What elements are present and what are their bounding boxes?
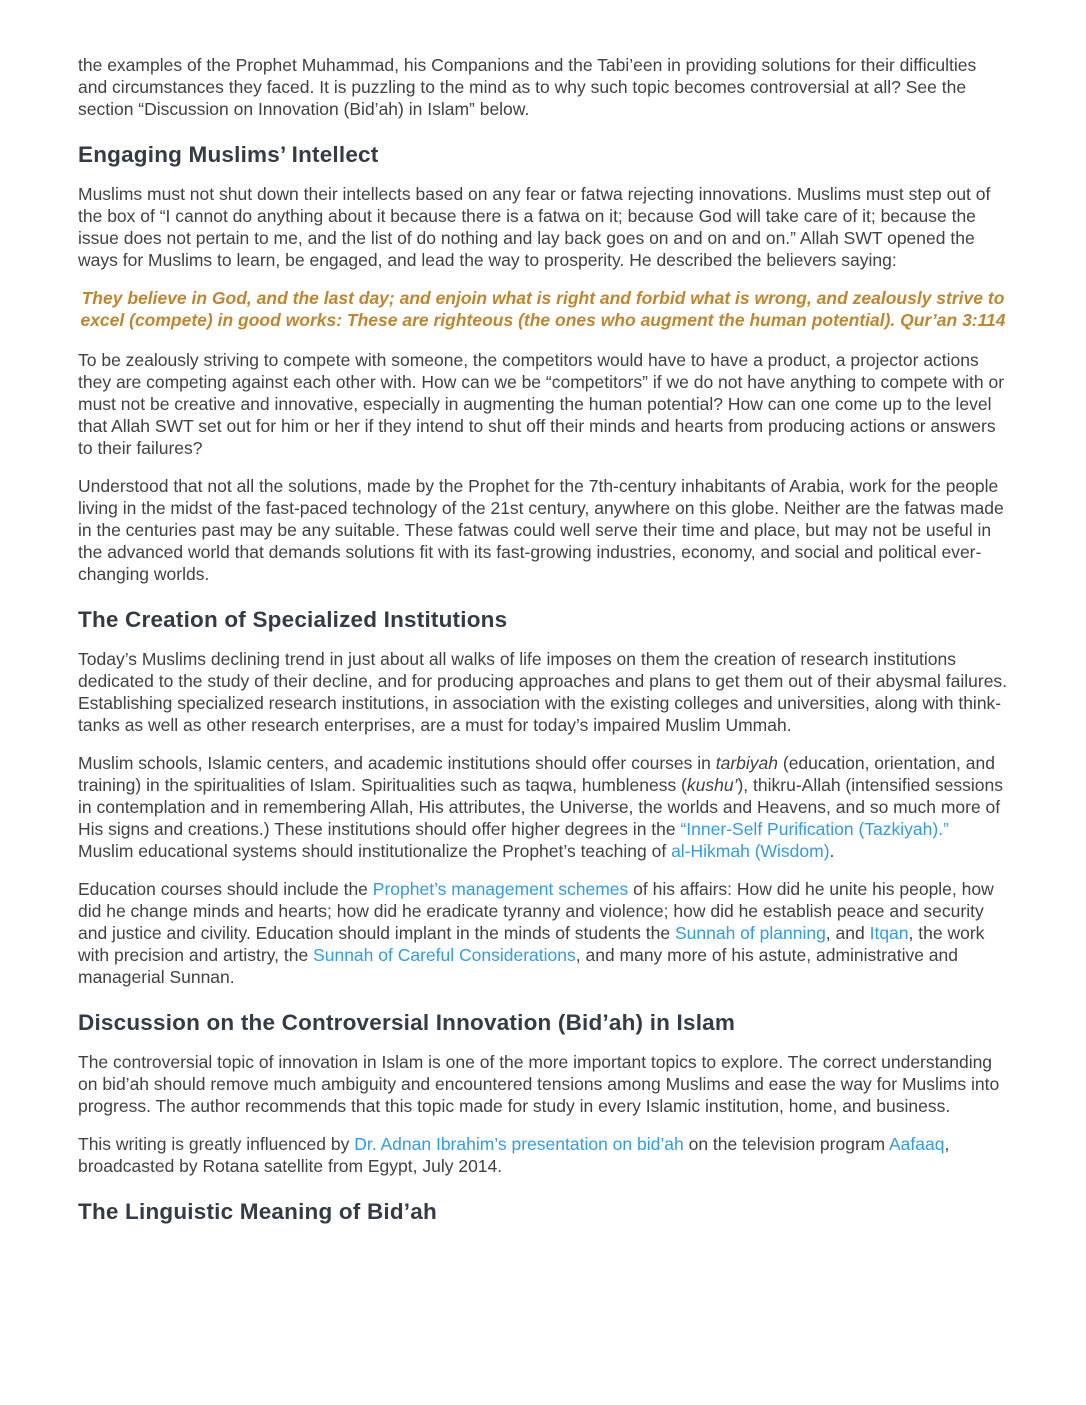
text-run: , broadcasted by Rotana satellite from Egypt, July 2014.: [78, 1134, 950, 1176]
paragraph: [78, 475, 1008, 585]
text-run: .: [829, 841, 835, 861]
text-run: Muslim educational systems should institutionalize the Prophet’s teaching of: [78, 841, 672, 861]
text-run: Today’s Muslims declining trend in just about all walks of life imposes on them the creation of research institutions dedicated to the study of their decline, and for producing approaches and plans to get them out of their abysmal failures. Establishing specialized research institutions, in association with the existing colleges and universities, along with think-tanks as well as other research enterprises, are a must for today’s impaired Muslim Ummah.: [78, 649, 1008, 735]
quran-quote: They believe in God, and the last day; and enjoin what is right and forbid what is wrong, and zealously strive to excel (compete) in good works: These are righteous (the ones who augment the human potential). Qur’an 3:114: [80, 288, 1006, 330]
paragraph: [78, 183, 1008, 271]
hyperlink[interactable]: al-Hikmah (Wisdom): [671, 841, 830, 861]
text-run: The controversial topic of innovation in Islam is one of the more important topics to explore. The correct understanding on bid’ah should remove much ambiguity and encountered tensions among Muslims and ease the way for Muslims into progress. The author recommends that this topic made for study in every Islamic institution, home, and business.: [78, 1052, 1000, 1116]
hyperlink[interactable]: Dr. Adnan Ibrahim’s presentation on bid’ah: [354, 1134, 684, 1154]
hyperlink[interactable]: “Inner-Self Purification (Tazkiyah).”: [680, 819, 949, 839]
text-run: Muslim schools, Islamic centers, and academic institutions should offer courses in: [78, 753, 716, 773]
section-heading: The Creation of Specialized Institutions: [78, 607, 508, 632]
paragraph: [78, 878, 1008, 988]
text-run: To be zealously striving to compete with someone, the competitors would have to have a product, a projector actions they are competing against each other with. How can we be “competitors” if we do not have anything to compete with or must not be creative and innovative, especially in augmenting the human potential? How can one come up to the level that Allah SWT set out for him or her if they intend to shut off their minds and hearts from producing actions or answers to their failures?: [78, 350, 1005, 458]
section-heading: Discussion on the Controversial Innovation (Bid’ah) in Islam: [78, 1010, 736, 1035]
text-run: Understood that not all the solutions, made by the Prophet for the 7th-century inhabitants of Arabia, work for the people living in the midst of the fast-paced technology of the 21st century, anywhere on this globe. Neither are the fatwas made in the centuries past may be any suitable. These fatwas could well serve their time and place, but may not be useful in the advanced world that demands solutions fit with its fast-growing industries, economy, and social and political ever-changing worlds.: [78, 476, 1004, 584]
paragraph: [78, 349, 1008, 459]
section-heading: Engaging Muslims’ Intellect: [78, 142, 379, 167]
hyperlink[interactable]: Sunnah of Careful Considerations: [313, 945, 576, 965]
paragraph: [78, 54, 1008, 120]
hyperlink[interactable]: Sunnah of planning: [674, 923, 826, 943]
text-run: the examples of the Prophet Muhammad, his Companions and the Tabi’een in providing solutions for their difficulties and circumstances they faced. It is puzzling to the mind as to why such topic becomes controversial at all? See the section “Discussion on Innovation (Bid’ah) in Islam” below.: [78, 55, 977, 119]
paragraph: [78, 1133, 1008, 1177]
italic-term: kushu’: [686, 775, 738, 795]
text-run: , and many more of his astute, administrative and managerial Sunnan.: [78, 945, 959, 987]
paragraph: [78, 648, 1008, 736]
paragraph: [78, 752, 1008, 862]
italic-term: tarbiyah: [715, 753, 778, 773]
text-run: on the television program: [683, 1134, 889, 1154]
paragraph: [78, 1051, 1008, 1117]
text-run: This writing is greatly influenced by: [78, 1134, 355, 1154]
text-run: , the work with precision and artistry, the: [78, 923, 985, 965]
text-run: , and: [825, 923, 870, 943]
document-body: [78, 54, 1008, 1225]
hyperlink[interactable]: Prophet’s management schemes: [372, 879, 629, 899]
text-run: (education, orientation, and training) in the spiritualities of Islam. Spiritualities such as taqwa, humbleness (: [78, 753, 995, 795]
hyperlink[interactable]: Itqan: [869, 923, 909, 943]
text-run: Education courses should include the: [78, 879, 373, 899]
text-run: Muslims must not shut down their intellects based on any fear or fatwa rejecting innovations. Muslims must step out of the box of “I cannot do anything about it because there is a fatwa on it; because God will take care of it; because the issue does not pertain to me, and the list of do nothing and lay back goes on and on and on.” Allah SWT opened the ways for Muslims to learn, be engaged, and lead the way to prosperity. He described the believers saying:: [78, 184, 991, 270]
hyperlink[interactable]: Aafaaq: [888, 1134, 945, 1154]
text-run: ), thikru-Allah (intensified sessions in contemplation and in remembering Allah, His attributes, the Universe, the worlds and Heavens, and so much more of His signs and creations.) These institutions should offer higher degrees in the: [78, 775, 1004, 839]
section-heading: The Linguistic Meaning of Bid’ah: [78, 1199, 437, 1224]
text-run: of his affairs: How did he unite his people, how did he change minds and hearts; how did he eradicate tyranny and violence; how did he establish peace and security and justice and civility. Education should implant in the minds of students the: [78, 879, 994, 943]
